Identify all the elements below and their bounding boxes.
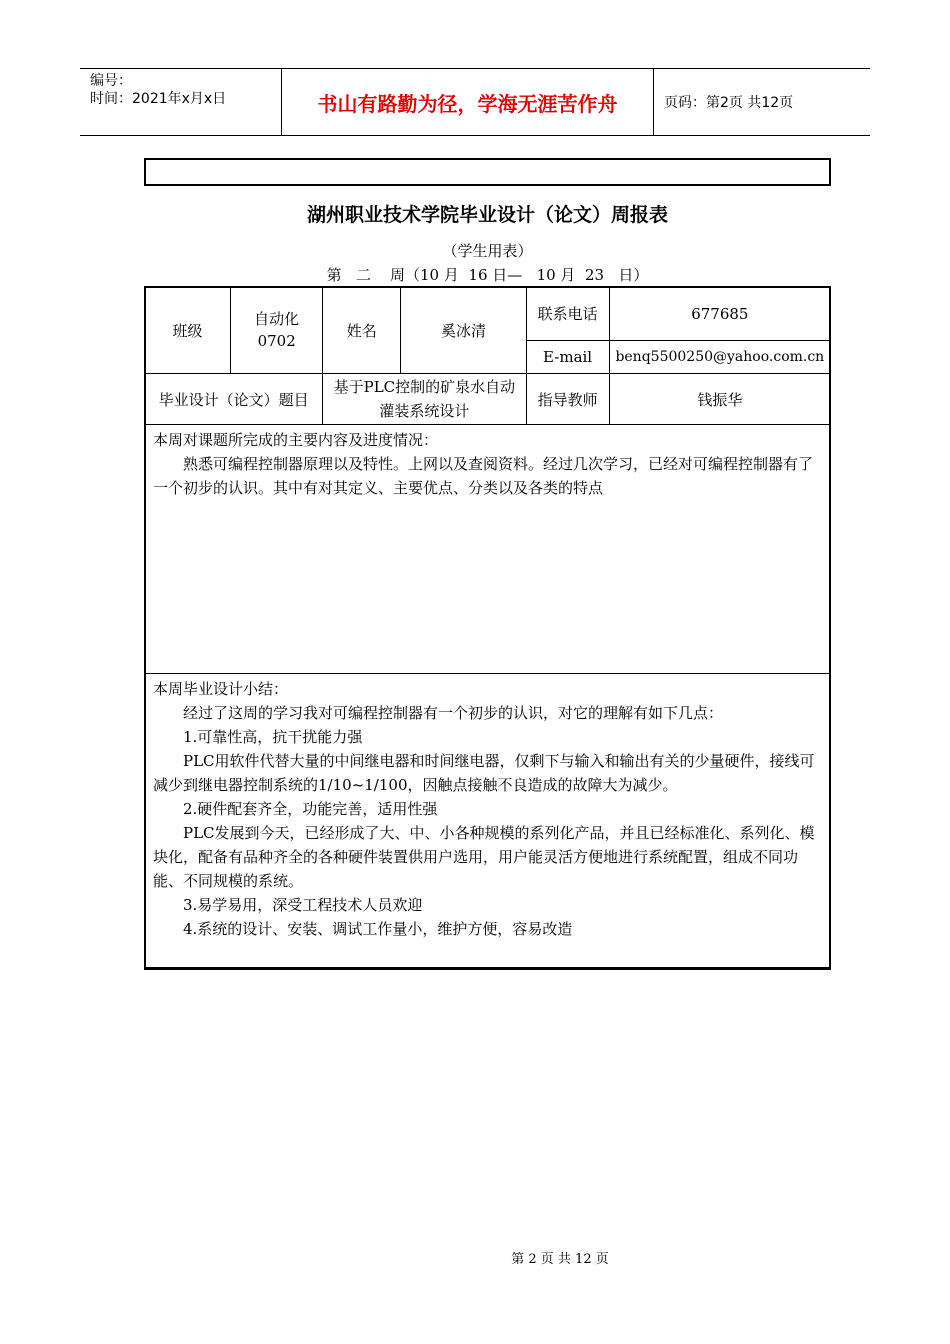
progress-text: 熟悉可编程控制器原理以及特性。上网以及查阅资料。经过几次学习，已经对可编程控制器有了一个初步的认识。其中有对其定义、主要优点、分类以及各类的特点 <box>153 455 814 497</box>
header-motto: 书山有路勤为径，学海无涯苦作舟 <box>282 69 654 135</box>
summary-heading: 本周毕业设计小结： <box>153 680 289 698</box>
email-value: benq5500250@yahoo.com.cn <box>609 341 830 374</box>
summary-paragraph: 4.系统的设计、安装、调试工作量小，维护方便，容易改造 <box>183 920 573 938</box>
class-value: 自动化0702 <box>231 287 323 374</box>
summary-paragraph: 3.易学易用，深受工程技术人员欢迎 <box>183 896 423 914</box>
summary-paragraph: PLC发展到今天，已经形成了大、中、小各种规模的系列化产品，并且已经标准化、系列化、模块化，配备有品种齐全的各种硬件装置供用户选用，用户能灵活方便地进行系统配置，组成不同功能、不同规模的系统。 <box>153 824 815 890</box>
email-label: E-mail <box>526 341 609 374</box>
summary-paragraph: 1.可靠性高，抗干扰能力强 <box>183 728 363 746</box>
name-label: 姓名 <box>323 287 401 374</box>
header-meta <box>80 69 282 135</box>
phone-value: 677685 <box>609 287 830 341</box>
header-page-info: 页码：第2页 共12页 <box>664 95 794 111</box>
advisor-label: 指导教师 <box>526 374 609 425</box>
empty-box <box>144 158 831 186</box>
form-subtitle: （学生用表） <box>442 242 533 260</box>
summary-paragraph: PLC用软件代替大量的中间继电器和时间继电器，仅剩下与输入和输出有关的少量硬件，接线可减少到继电器控制系统的1/10~1/100，因触点接触不良造成的故障大为减少。 <box>153 752 815 794</box>
progress-heading: 本周对课题所完成的主要内容及进度情况： <box>153 431 439 449</box>
form-title: 湖州职业技术学院毕业设计（论文）周报表 <box>306 204 668 226</box>
summary-paragraph: 经过了这周的学习我对可编程控制器有一个初步的认识，对它的理解有如下几点： <box>183 704 724 722</box>
summary-section <box>145 674 831 970</box>
week-line: 第 二 周（10 月 16 日— 10 月 23 日） <box>326 266 649 284</box>
report-table <box>144 286 831 970</box>
page-footer: 第 2 页 共 12 页 <box>511 1252 609 1267</box>
name-value: 奚冰清 <box>401 287 526 374</box>
topic-value: 基于PLC控制的矿泉水自动灌装系统设计 <box>323 374 526 425</box>
code-label: 编号： <box>90 73 132 89</box>
class-label: 班级 <box>145 287 231 374</box>
progress-section <box>145 425 831 674</box>
time-label: 时间：2021年x月x日 <box>90 91 227 107</box>
page-header <box>80 68 870 136</box>
advisor-value: 钱振华 <box>609 374 830 425</box>
topic-label: 毕业设计（论文）题目 <box>145 374 323 425</box>
phone-label: 联系电话 <box>526 287 609 341</box>
summary-paragraph: 2.硬件配套齐全，功能完善，适用性强 <box>183 800 438 818</box>
